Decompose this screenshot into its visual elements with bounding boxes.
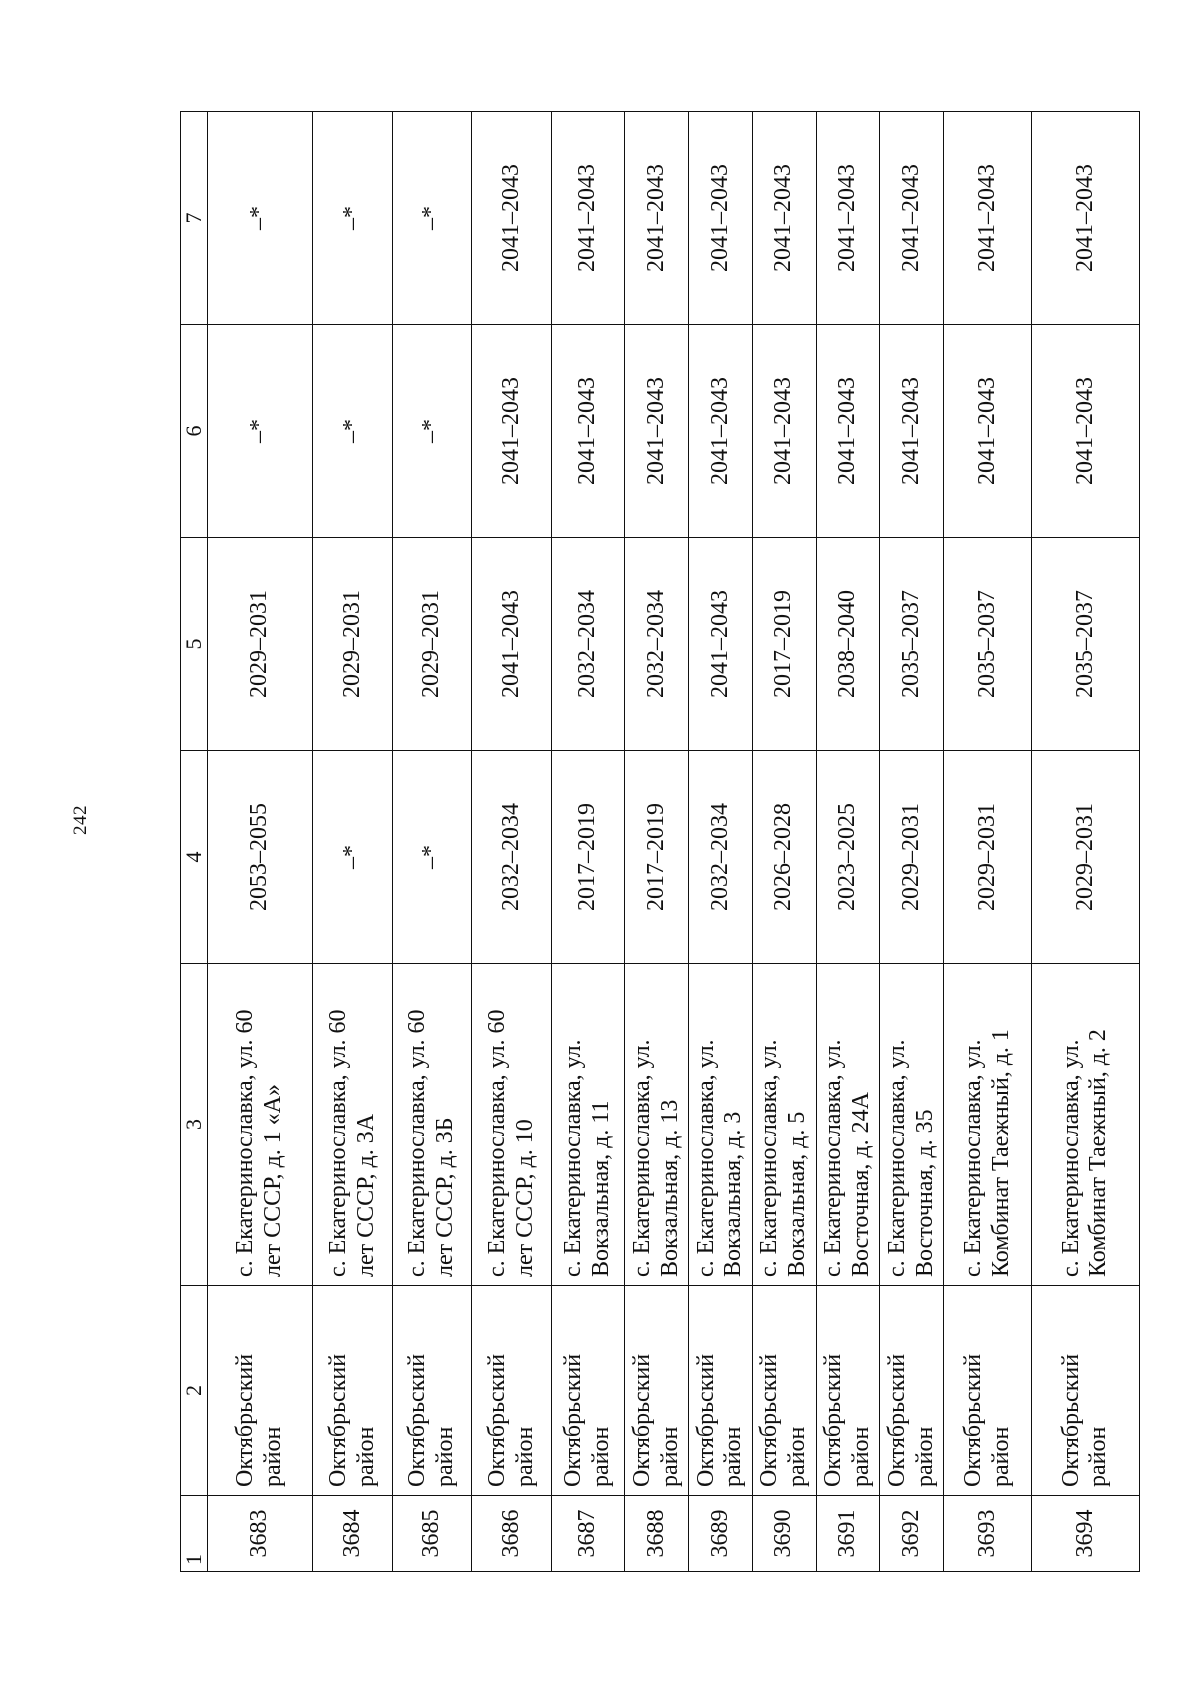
row-number: 3683	[207, 1496, 313, 1572]
period-col-5: 2035–2037	[944, 538, 1032, 751]
header-row	[181, 112, 208, 1572]
schedule-table	[180, 111, 1140, 1572]
header-col-2: 2	[181, 1286, 208, 1496]
district-cell: Октябрьский район	[752, 1286, 816, 1496]
header-col-7: 7	[181, 112, 208, 325]
address-cell: с. Екатеринославка, ул. Восточная, д. 35	[880, 964, 944, 1286]
district-cell: Октябрьский район	[392, 1286, 471, 1496]
district-cell: Октябрьский район	[313, 1286, 392, 1496]
period-col-6: –*	[392, 325, 471, 538]
period-col-4: 2017–2019	[625, 751, 689, 964]
period-col-4: –*	[313, 751, 392, 964]
period-col-6: 2041–2043	[689, 325, 753, 538]
period-col-4: –*	[392, 751, 471, 964]
period-col-5: 2032–2034	[551, 538, 624, 751]
period-col-7: 2041–2043	[816, 112, 880, 325]
period-col-7: 2041–2043	[689, 112, 753, 325]
address-cell: с. Екатеринославка, ул. Вокзальная, д. 5	[752, 964, 816, 1286]
period-col-7: –*	[207, 112, 313, 325]
header-col-3: 3	[181, 964, 208, 1286]
row-number: 3686	[472, 1496, 551, 1572]
period-col-5: 2035–2037	[880, 538, 944, 751]
period-col-5: 2041–2043	[472, 538, 551, 751]
row-number: 3693	[944, 1496, 1032, 1572]
row-number: 3689	[689, 1496, 753, 1572]
period-col-6: 2041–2043	[752, 325, 816, 538]
table-row	[752, 112, 816, 1572]
period-col-7: –*	[392, 112, 471, 325]
table-row	[392, 112, 471, 1572]
district-cell: Октябрьский район	[880, 1286, 944, 1496]
period-col-6: 2041–2043	[944, 325, 1032, 538]
period-col-7: 2041–2043	[551, 112, 624, 325]
header-col-6: 6	[181, 325, 208, 538]
period-col-7: –*	[313, 112, 392, 325]
address-cell: с. Екатеринославка, ул. Восточная, д. 24А	[816, 964, 880, 1286]
address-cell: с. Екатеринославка, ул. Комбинат Таежный, д. 2	[1031, 964, 1139, 1286]
period-col-7: 2041–2043	[944, 112, 1032, 325]
period-col-6: 2041–2043	[472, 325, 551, 538]
address-cell: с. Екатеринославка, ул. Комбинат Таежный, д. 1	[944, 964, 1032, 1286]
row-number: 3684	[313, 1496, 392, 1572]
period-col-5: 2029–2031	[392, 538, 471, 751]
table-row	[207, 112, 313, 1572]
page-number: 242	[70, 805, 91, 835]
address-cell: с. Екатеринославка, ул. 60 лет СССР, д. 10	[472, 964, 551, 1286]
period-col-5: 2017–2019	[752, 538, 816, 751]
table-row	[551, 112, 624, 1572]
period-col-5: 2032–2034	[625, 538, 689, 751]
table-row	[816, 112, 880, 1572]
period-col-5: 2041–2043	[689, 538, 753, 751]
period-col-4: 2032–2034	[689, 751, 753, 964]
header-col-1: 1	[181, 1496, 208, 1572]
row-number: 3694	[1031, 1496, 1139, 1572]
row-number: 3687	[551, 1496, 624, 1572]
address-cell: с. Екатеринославка, ул. Вокзальная, д. 3	[689, 964, 753, 1286]
table-row	[625, 112, 689, 1572]
period-col-6: 2041–2043	[816, 325, 880, 538]
period-col-6: –*	[207, 325, 313, 538]
table-row	[1031, 112, 1139, 1572]
district-cell: Октябрьский район	[207, 1286, 313, 1496]
period-col-4: 2017–2019	[551, 751, 624, 964]
period-col-6: 2041–2043	[625, 325, 689, 538]
district-cell: Октябрьский район	[944, 1286, 1032, 1496]
period-col-7: 2041–2043	[1031, 112, 1139, 325]
period-col-4: 2029–2031	[1031, 751, 1139, 964]
period-col-6: 2041–2043	[880, 325, 944, 538]
period-col-4: 2026–2028	[752, 751, 816, 964]
row-number: 3688	[625, 1496, 689, 1572]
period-col-4: 2029–2031	[880, 751, 944, 964]
address-cell: с. Екатеринославка, ул. 60 лет СССР, д. 3А	[313, 964, 392, 1286]
period-col-7: 2041–2043	[752, 112, 816, 325]
period-col-7: 2041–2043	[472, 112, 551, 325]
address-cell: с. Екатеринославка, ул. 60 лет СССР, д. 1 «А»	[207, 964, 313, 1286]
row-number: 3685	[392, 1496, 471, 1572]
table-body	[207, 112, 1139, 1572]
period-col-4: 2032–2034	[472, 751, 551, 964]
district-cell: Октябрьский район	[472, 1286, 551, 1496]
header-col-5: 5	[181, 538, 208, 751]
period-col-5: 2035–2037	[1031, 538, 1139, 751]
period-col-7: 2041–2043	[880, 112, 944, 325]
period-col-5: 2029–2031	[207, 538, 313, 751]
district-cell: Октябрьский район	[1031, 1286, 1139, 1496]
period-col-5: 2029–2031	[313, 538, 392, 751]
address-cell: с. Екатеринославка, ул. Вокзальная, д. 13	[625, 964, 689, 1286]
period-col-6: –*	[313, 325, 392, 538]
address-cell: с. Екатеринославка, ул. Вокзальная, д. 11	[551, 964, 624, 1286]
period-col-4: 2029–2031	[944, 751, 1032, 964]
table-row	[944, 112, 1032, 1572]
district-cell: Октябрьский район	[551, 1286, 624, 1496]
row-number: 3692	[880, 1496, 944, 1572]
address-cell: с. Екатеринославка, ул. 60 лет СССР, д. 3Б	[392, 964, 471, 1286]
period-col-5: 2038–2040	[816, 538, 880, 751]
rotated-page-body	[180, 112, 1140, 1572]
district-cell: Октябрьский район	[689, 1286, 753, 1496]
period-col-6: 2041–2043	[551, 325, 624, 538]
header-col-4: 4	[181, 751, 208, 964]
district-cell: Октябрьский район	[816, 1286, 880, 1496]
period-col-4: 2023–2025	[816, 751, 880, 964]
period-col-6: 2041–2043	[1031, 325, 1139, 538]
table-row	[689, 112, 753, 1572]
period-col-7: 2041–2043	[625, 112, 689, 325]
table-row	[472, 112, 551, 1572]
period-col-4: 2053–2055	[207, 751, 313, 964]
district-cell: Октябрьский район	[625, 1286, 689, 1496]
table-row	[880, 112, 944, 1572]
row-number: 3690	[752, 1496, 816, 1572]
row-number: 3691	[816, 1496, 880, 1572]
table-row	[313, 112, 392, 1572]
